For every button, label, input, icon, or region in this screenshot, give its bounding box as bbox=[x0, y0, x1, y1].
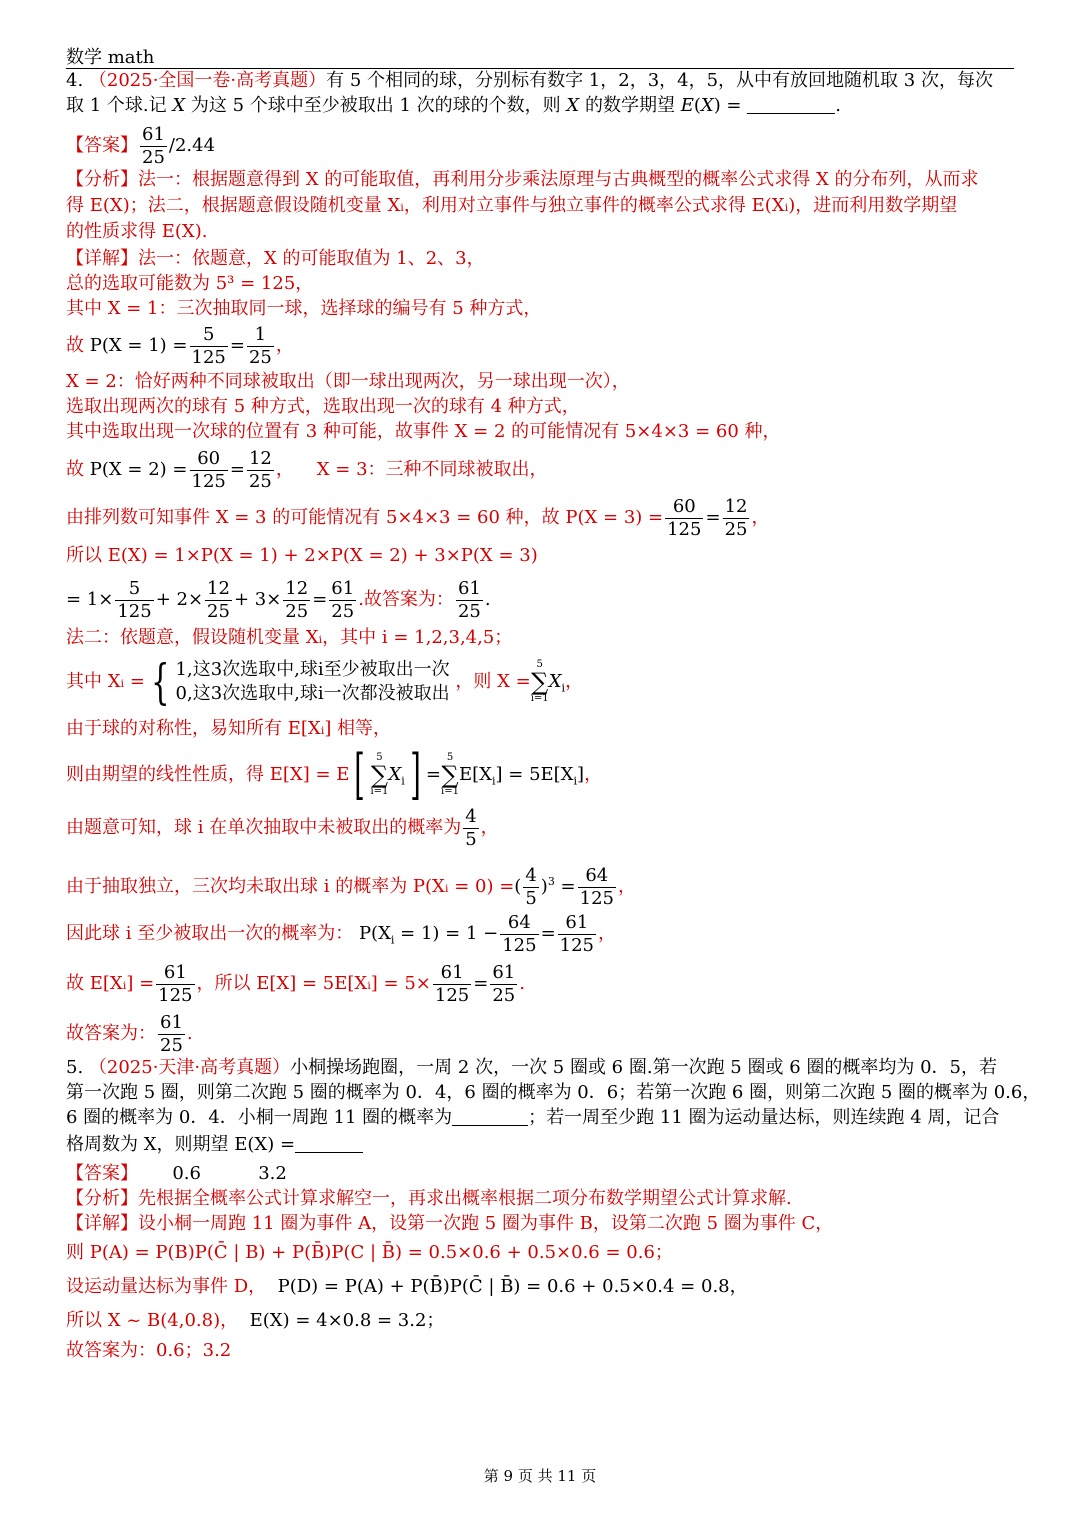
q4-method2-8: 故 E[Xᵢ] = $\frac{61}{125}$ ，所以 E[X] = 5E[Xᵢ] = 5× $\frac{61}{125}$ = $\frac{61}{25}$ . bbox=[66, 961, 525, 1006]
q5-source: （2025·天津·高考真题） bbox=[88, 1057, 291, 1078]
q5-detail-3: 设运动量达标为事件 D， P(D) = P(A) + P(B̄)P(C̄ | B̄) = 0.6 + 0.5×0.4 = 0.8， bbox=[66, 1276, 748, 1297]
q4-method2-9: 故答案为： $\frac{61}{25}$ . bbox=[66, 1011, 193, 1056]
q4-method2-7: 因此球 i 至少被取出一次的概率为： $P(X_i = 1) = 1$ − $\frac{64}{125}$ = $\frac{61}{125}$ ， bbox=[66, 911, 617, 956]
q4-detail-8: 故 P(X = 2) = $\frac{60}{125}$ = $\frac{12}{25}$ ， X = 3：三种不同球被取出， bbox=[66, 447, 548, 492]
q4-detail-1: 【详解】法一：依题意，X 的可能取值为 1、2、3， bbox=[66, 248, 485, 269]
q4-method2-5: 由题意可知，球 i 在单次抽取中未被取出的概率为 $\frac{4}{5}$ ， bbox=[66, 805, 499, 850]
q4-method2-1: 法二：依题意，假设随机变量 Xᵢ，其中 i = 1,2,3,4,5； bbox=[66, 627, 513, 648]
q5-detail-2: 则 P(A) = P(B)P(C̄ | B) + P(B̄)P(C | B̄) = 0.5×0.6 + 0.5×0.6 = 0.6； bbox=[66, 1242, 673, 1263]
q4-analysis-1: 【分析】法一：根据题意得到 X 的可能取值，再利用分步乘法原理与古典概型的概率公式求得 X 的分布列，从而求 bbox=[66, 169, 979, 190]
page-footer: 第 9 页 共 11 页 bbox=[483, 1467, 597, 1485]
q4-detail-6: 选取出现两次的球有 5 种方式，选取出现一次的球有 4 种方式， bbox=[66, 396, 580, 417]
q4-detail-9: 由排列数可知事件 X = 3 的可能情况有 5×4×3 = 60 种，故 P(X = 3) = $\frac{60}{125}$ = $\frac{12}{25}$ ， bbox=[66, 495, 770, 540]
q5-stem-3: 6 圈的概率为 0．4．小桐一周跑 11 圈的概率为 ；若一周至少跑 11 圈为运动量达标，则连续跑 4 周，记合 bbox=[66, 1107, 1000, 1128]
q4-detail-4: 故 P(X = 1) = $\frac{5}{125}$ = $\frac{1}{25}$ ， bbox=[66, 323, 294, 368]
q4-method2-3: 由于球的对称性，易知所有 E[Xᵢ] 相等， bbox=[66, 718, 392, 739]
q4-detail-5: X = 2：恰好两种不同球被取出（即一球出现两次，另一球出现一次）， bbox=[66, 371, 630, 392]
q4-method2-4: 则由期望的线性性质，得 E[X] = E[ 5 ∑ i=1 $X_i$] = 5 ∑ i=1 $E[X_i] = 5E[X_i]$， bbox=[66, 743, 603, 806]
q5-blank-2 bbox=[295, 1134, 363, 1153]
q4-detail-11: = 1× $\frac{5}{125}$ + 2× $\frac{12}{25}$ + 3× $\frac{12}{25}$ = $\frac{61}{25}$ .故答案为： $\frac{61}{25}$ . bbox=[66, 577, 491, 622]
q4-stem-line1: 4. （2025·全国一卷·高考真题）有 5 个相同的球，分别标有数字 1，2，3，4，5，从中有放回地随机取 3 次，每次 bbox=[66, 70, 993, 91]
q4-detail-2: 总的选取可能数为 5³ = 125， bbox=[66, 273, 314, 294]
q5-analysis: 【分析】先根据全概率公式计算求解空一，再求出概率根据二项分布数学期望公式计算求解. bbox=[66, 1188, 792, 1209]
q5-stem-4: 格周数为 X，则期望 E(X) = bbox=[66, 1133, 363, 1157]
page-header: 数学 math bbox=[66, 47, 155, 68]
q5-answer: 【答案】 0.6 3.2 bbox=[66, 1163, 287, 1184]
q4-stem-line2: 取 1 个球.记 X 为这 5 个球中至少被取出 1 次的球的个数，则 X 的数学期望 E(X) = . bbox=[66, 95, 841, 116]
q4-analysis-3: 的性质求得 E(X). bbox=[66, 221, 208, 242]
q5-detail-1: 【详解】设小桐一周跑 11 圈为事件 A，设第一次跑 5 圈为事件 B，设第二次跑 5 圈为事件 C， bbox=[66, 1213, 834, 1234]
q5-blank-1 bbox=[452, 1107, 528, 1126]
q5-detail-4: 所以 X ~ B(4,0.8)， E(X) = 4×0.8 = 3.2； bbox=[66, 1310, 445, 1331]
q4-detail-10: 所以 E(X) = 1×P(X = 1) + 2×P(X = 2) + 3×P(X = 3) bbox=[66, 545, 538, 566]
q5-stem-2: 第一次跑 5 圈，则第二次跑 5 圈的概率为 0．4，6 圈的概率为 0．6；若第一次跑 6 圈，则第二次跑 5 圈的概率为 0.6， bbox=[66, 1082, 1041, 1103]
q5-detail-5: 故答案为：0.6；3.2 bbox=[66, 1340, 232, 1361]
q4-detail-7: 其中选取出现一次球的位置有 3 种可能，故事件 X = 2 的可能情况有 5×4×3 = 60 种， bbox=[66, 421, 781, 442]
q4-detail-3: 其中 X = 1：三次抽取同一球，选择球的编号有 5 种方式， bbox=[66, 298, 542, 319]
q4-source: （2025·全国一卷·高考真题） bbox=[88, 70, 327, 91]
q4-method2-6: 由于抽取独立，三次均未取出球 i 的概率为 P(Xᵢ = 0) =( $\frac{4}{5}$ )$^3$ = $\frac{64}{125}$ ， bbox=[66, 864, 636, 909]
q4-method2-2: 其中 Xᵢ = { 1,这3次选取中,球i至少被取出一次 0,这3次选取中,球i一次都没被取出 ，则 X = 5 ∑ i=1 $X_i$， bbox=[66, 654, 584, 710]
q4-analysis-2: 得 E(X)；法二，根据题意假设随机变量 Xᵢ，利用对立事件与独立事件的概率公式求得 E(Xᵢ)，进而利用数学期望 bbox=[66, 195, 958, 216]
q4-answer-blank bbox=[747, 95, 835, 114]
q5-stem-1: 5. （2025·天津·高考真题）小桐操场跑圈，一周 2 次，一次 5 圈或 6 圈.第一次跑 5 圈或 6 圈的概率均为 0．5，若 bbox=[66, 1057, 997, 1078]
q4-answer: 【答案】 $\frac{61}{25}$ /2.44 bbox=[66, 123, 216, 168]
